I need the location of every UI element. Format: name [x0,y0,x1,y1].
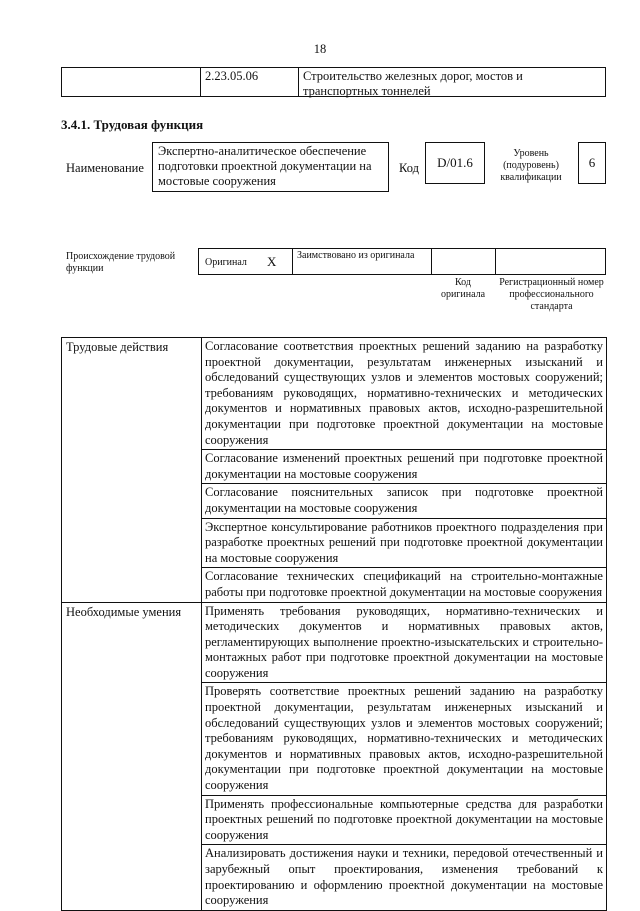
section-title-labor-actions: Трудовые действия [62,338,202,603]
name-label: Наименование [66,161,144,175]
list-item: Анализировать достижения науки и техники, передовой отечественный и зарубежный опыт проектирования, изменения требований к проектированию и оформлению проектной документации на мостовые сооружения [202,845,607,910]
cell-divider [298,67,299,97]
list-item: Проверять соответствие проектных решений заданию на разработку проектной документации, результатам инженерных изысканий и обследований существующих узлов и элементов мостовых сооружений; требованиям руководящих, нормативно-технических и методических документов и нормативных правовых актов, исходно-разрешительной документации при подготовке проектной документации на мостовые сооружения [202,683,607,795]
section-title: 3.4.1. Трудовая функция [61,117,204,132]
origin-table [198,248,606,275]
list-item: Применять профессиональные компьютерные средства для разработки проектных решений по подготовке проектной документации на мостовые сооружения [202,795,607,845]
level-label: Уровень (подуровень) квалификации [500,148,562,183]
list-item: Согласование соответствия проектных решений заданию на разработку проектной документации, результатам инженерных изысканий и обследований существующих узлов и элементов мостовых сооружений; требованиям руководящих, нормативно-технических и методических документов и нормативных правовых актов, исходно-разрешительной документации при подготовке проектной документации на мостовые сооружения [202,338,607,450]
code-original-caption: Код оригинала [440,277,486,300]
table-row [62,338,607,450]
function-code-box: D/01.6 [425,142,485,184]
list-item: Согласование изменений проектных решений при подготовке проектной документации на мостовые сооружения [202,450,607,484]
original-mark: X [267,254,277,269]
registration-number-caption: Регистрационный номер профессионального стандарта [499,277,604,312]
page-number: 18 [313,42,327,56]
list-item: Экспертное консультирование работников проектного подразделения при разработке проектных решений при подготовке проектной документации на мостовые сооружения [202,518,607,568]
function-name-box: Экспертно-аналитическое обеспечение подготовки проектной документации на мостовые сооружения [152,142,389,192]
cell-divider [200,67,201,97]
code-label: Код [399,161,419,175]
cell-divider [495,248,496,275]
original-label: Оригинал [205,257,247,268]
specialty-code: 2.23.05.06 [205,69,259,83]
origin-label: Происхождение трудовой функции [66,251,176,274]
section-title-required-skills: Необходимые умения [62,602,202,910]
specialty-name: Строительство железных дорог, мостов и транспортных тоннелей [303,69,523,98]
cell-divider [292,248,293,275]
list-item: Согласование технических спецификаций на строительно-монтажные работы при подготовке проектной документации на мостовые сооружения [202,568,607,602]
list-item: Согласование пояснительных записок при подготовке проектной документации на мостовые сооружения [202,484,607,518]
labor-function-table [61,337,607,911]
table-row [62,602,607,683]
cell-divider [431,248,432,275]
list-item: Применять требования руководящих, нормативно-технических и методических документов и нормативных правовых актов, регламентирующих выполнение проектно-изыскательских и строительно-монтажных работ при подготовке проектной документации на мостовые сооружения [202,602,607,683]
borrowed-label: Заимствовано из оригинала [297,250,415,261]
top-table-row [61,67,606,97]
level-value-box: 6 [578,142,606,184]
